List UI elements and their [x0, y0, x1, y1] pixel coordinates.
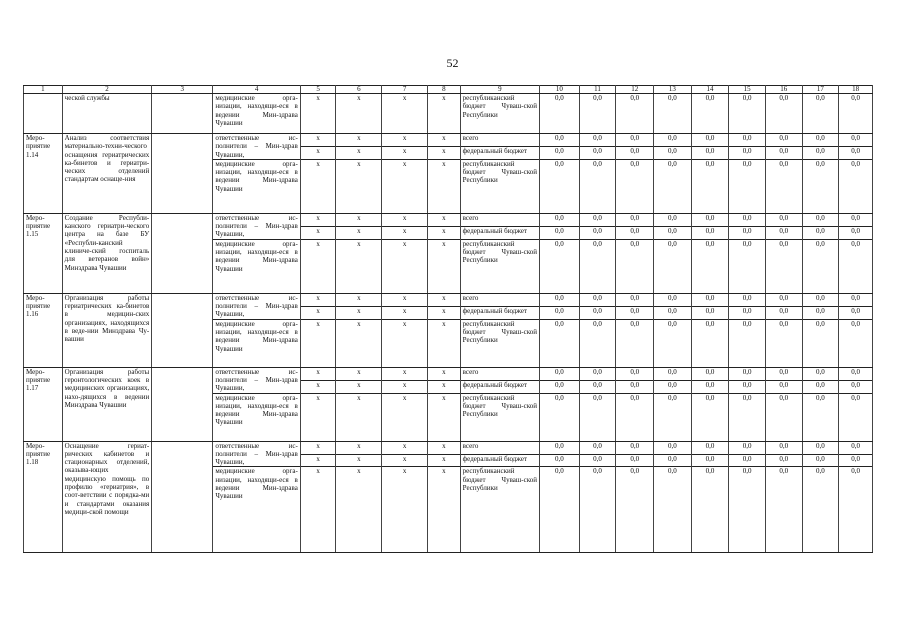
value-cell: 0,0 — [691, 441, 729, 454]
value-cell: 0,0 — [691, 159, 729, 213]
value-cell: 0,0 — [654, 239, 692, 293]
value-cell: 0,0 — [765, 306, 802, 319]
value-cell: 0,0 — [691, 293, 729, 306]
value-cell: 0,0 — [616, 146, 654, 159]
value-cell: 0,0 — [765, 319, 802, 367]
marker-cell: x — [300, 306, 336, 319]
marker-cell: x — [300, 159, 336, 213]
value-cell: 0,0 — [839, 380, 873, 393]
value-cell: 0,0 — [839, 454, 873, 467]
marker-cell: x — [300, 94, 336, 134]
measure-name: Оснащение гериат-рических кабинетов и стационарных отделений, оказыва-ющих медицинскую помощь по профилю «гериатрия», в соот-ветствии с порядка-ми и стандартами оказания медици-ской помощи — [62, 441, 152, 553]
executor-cell: ответственные ис-полнители – Мин-здрав Чувашии, — [213, 293, 301, 319]
funding-source: всего — [460, 134, 539, 147]
marker-cell: x — [300, 319, 336, 367]
value-cell: 0,0 — [802, 213, 839, 226]
value-cell: 0,0 — [729, 226, 766, 239]
executor-cell: медицинские орга-низации, находящи-еся в ведении Мин-здрава Чувашии — [213, 159, 301, 213]
executor-cell: ответственные ис-полнители – Мин-здрав Чувашии, — [213, 134, 301, 160]
value-cell: 0,0 — [839, 213, 873, 226]
value-cell: 0,0 — [654, 380, 692, 393]
measure-name: Организация работы геронтологических коек в медицинских организациях, нахо-дящихся в ведении Минздрава Чувашии — [62, 367, 152, 441]
funding-source: республиканский бюджет Чуваш-ской Республики — [460, 94, 539, 134]
funding-source: федеральный бюджет — [460, 454, 539, 467]
marker-cell: x — [428, 146, 461, 159]
value-cell: 0,0 — [691, 239, 729, 293]
column-header-6: 6 — [336, 86, 382, 94]
value-cell: 0,0 — [540, 146, 580, 159]
marker-cell: x — [382, 319, 428, 367]
marker-cell: x — [336, 467, 382, 553]
marker-cell: x — [428, 159, 461, 213]
value-cell: 0,0 — [654, 367, 692, 380]
marker-cell: x — [300, 213, 336, 226]
column-header-9: 9 — [460, 86, 539, 94]
value-cell: 0,0 — [579, 239, 616, 293]
marker-cell: x — [336, 213, 382, 226]
marker-cell: x — [382, 441, 428, 454]
marker-cell: x — [428, 454, 461, 467]
value-cell: 0,0 — [839, 293, 873, 306]
marker-cell: x — [428, 393, 461, 441]
column-header-5: 5 — [300, 86, 336, 94]
value-cell: 0,0 — [540, 226, 580, 239]
marker-cell: x — [300, 134, 336, 147]
value-cell: 0,0 — [654, 146, 692, 159]
value-cell: 0,0 — [729, 319, 766, 367]
column-header-12: 12 — [616, 86, 654, 94]
executor-cell: медицинские орга-низации, находящи-еся в ведении Мин-здрава Чувашии — [213, 239, 301, 293]
blank-cell — [152, 441, 213, 553]
marker-cell: x — [428, 94, 461, 134]
marker-cell: x — [300, 226, 336, 239]
value-cell: 0,0 — [729, 454, 766, 467]
marker-cell: x — [336, 380, 382, 393]
column-header-16: 16 — [765, 86, 802, 94]
funding-source: федеральный бюджет — [460, 306, 539, 319]
value-cell: 0,0 — [579, 380, 616, 393]
value-cell: 0,0 — [616, 213, 654, 226]
value-cell: 0,0 — [579, 226, 616, 239]
value-cell: 0,0 — [579, 454, 616, 467]
marker-cell: x — [336, 454, 382, 467]
value-cell: 0,0 — [616, 293, 654, 306]
executor-cell: медицинские орга-низации, находящи-еся в ведении Мин-здрава Чувашии — [213, 393, 301, 441]
column-header-13: 13 — [654, 86, 692, 94]
measure-name: ческой службы — [62, 94, 152, 134]
funding-source: республиканский бюджет Чуваш-ской Республики — [460, 239, 539, 293]
value-cell: 0,0 — [691, 454, 729, 467]
value-cell: 0,0 — [802, 239, 839, 293]
marker-cell: x — [336, 146, 382, 159]
value-cell: 0,0 — [839, 367, 873, 380]
value-cell: 0,0 — [765, 293, 802, 306]
marker-cell: x — [382, 367, 428, 380]
funding-source: республиканский бюджет Чуваш-ской Республики — [460, 467, 539, 553]
value-cell: 0,0 — [729, 293, 766, 306]
column-header-1: 1 — [24, 86, 63, 94]
page-number: 52 — [446, 56, 459, 70]
value-cell: 0,0 — [691, 380, 729, 393]
value-cell: 0,0 — [691, 134, 729, 147]
marker-cell: x — [382, 213, 428, 226]
value-cell: 0,0 — [654, 319, 692, 367]
value-cell: 0,0 — [616, 393, 654, 441]
value-cell: 0,0 — [729, 441, 766, 454]
value-cell: 0,0 — [579, 146, 616, 159]
value-cell: 0,0 — [540, 467, 580, 553]
value-cell: 0,0 — [540, 134, 580, 147]
marker-cell: x — [300, 380, 336, 393]
value-cell: 0,0 — [654, 226, 692, 239]
value-cell: 0,0 — [540, 94, 580, 134]
column-header-3: 3 — [152, 86, 213, 94]
marker-cell: x — [428, 293, 461, 306]
funding-source: всего — [460, 441, 539, 454]
value-cell: 0,0 — [579, 306, 616, 319]
column-header-8: 8 — [428, 86, 461, 94]
value-cell: 0,0 — [839, 146, 873, 159]
value-cell: 0,0 — [729, 159, 766, 213]
value-cell: 0,0 — [616, 441, 654, 454]
value-cell: 0,0 — [654, 213, 692, 226]
value-cell: 0,0 — [654, 159, 692, 213]
table-row — [24, 134, 873, 147]
marker-cell: x — [300, 454, 336, 467]
value-cell: 0,0 — [540, 319, 580, 367]
executor-cell: медицинские орга-низации, находящи-еся в ведении Мин-здрава Чувашии — [213, 467, 301, 553]
marker-cell: x — [382, 226, 428, 239]
value-cell: 0,0 — [802, 293, 839, 306]
value-cell: 0,0 — [579, 293, 616, 306]
marker-cell: x — [382, 380, 428, 393]
marker-cell: x — [336, 226, 382, 239]
funding-source: всего — [460, 213, 539, 226]
marker-cell: x — [336, 441, 382, 454]
value-cell: 0,0 — [579, 159, 616, 213]
value-cell: 0,0 — [691, 94, 729, 134]
value-cell: 0,0 — [654, 454, 692, 467]
executor-cell: ответственные ис-полнители – Мин-здрав Чувашии, — [213, 367, 301, 393]
measure-label: Меро-приятие 1.16 — [24, 293, 63, 367]
marker-cell: x — [300, 146, 336, 159]
value-cell: 0,0 — [616, 134, 654, 147]
marker-cell: x — [382, 146, 428, 159]
marker-cell: x — [382, 306, 428, 319]
value-cell: 0,0 — [654, 393, 692, 441]
value-cell: 0,0 — [765, 94, 802, 134]
value-cell: 0,0 — [729, 367, 766, 380]
marker-cell: x — [336, 159, 382, 213]
marker-cell: x — [382, 393, 428, 441]
marker-cell: x — [428, 467, 461, 553]
value-cell: 0,0 — [729, 146, 766, 159]
value-cell: 0,0 — [729, 306, 766, 319]
value-cell: 0,0 — [691, 467, 729, 553]
value-cell: 0,0 — [579, 441, 616, 454]
measure-label: Меро-приятие 1.18 — [24, 441, 63, 553]
value-cell: 0,0 — [802, 146, 839, 159]
value-cell: 0,0 — [540, 393, 580, 441]
value-cell: 0,0 — [540, 213, 580, 226]
value-cell: 0,0 — [579, 94, 616, 134]
measure-label — [24, 94, 63, 134]
marker-cell: x — [300, 441, 336, 454]
value-cell: 0,0 — [765, 159, 802, 213]
funding-source: федеральный бюджет — [460, 226, 539, 239]
value-cell: 0,0 — [802, 380, 839, 393]
column-header-7: 7 — [382, 86, 428, 94]
value-cell: 0,0 — [616, 467, 654, 553]
value-cell: 0,0 — [616, 239, 654, 293]
value-cell: 0,0 — [616, 226, 654, 239]
activities-table — [23, 85, 873, 553]
value-cell: 0,0 — [579, 213, 616, 226]
value-cell: 0,0 — [729, 213, 766, 226]
value-cell: 0,0 — [691, 393, 729, 441]
marker-cell: x — [382, 134, 428, 147]
funding-source: федеральный бюджет — [460, 146, 539, 159]
value-cell: 0,0 — [654, 441, 692, 454]
value-cell: 0,0 — [540, 367, 580, 380]
marker-cell: x — [300, 239, 336, 293]
value-cell: 0,0 — [802, 393, 839, 441]
column-header-15: 15 — [729, 86, 766, 94]
value-cell: 0,0 — [616, 454, 654, 467]
marker-cell: x — [382, 159, 428, 213]
value-cell: 0,0 — [765, 367, 802, 380]
value-cell: 0,0 — [579, 319, 616, 367]
marker-cell: x — [336, 134, 382, 147]
blank-cell — [152, 134, 213, 214]
marker-cell: x — [300, 393, 336, 441]
marker-cell: x — [428, 367, 461, 380]
value-cell: 0,0 — [579, 393, 616, 441]
executor-cell: медицинские орга-низации, находящи-еся в ведении Мин-здрава Чувашии — [213, 319, 301, 367]
value-cell: 0,0 — [839, 319, 873, 367]
value-cell: 0,0 — [691, 146, 729, 159]
value-cell: 0,0 — [579, 134, 616, 147]
marker-cell: x — [428, 441, 461, 454]
value-cell: 0,0 — [691, 226, 729, 239]
value-cell: 0,0 — [802, 467, 839, 553]
value-cell: 0,0 — [802, 226, 839, 239]
executor-cell: ответственные ис-полнители – Мин-здрав Чувашии, — [213, 213, 301, 239]
value-cell: 0,0 — [802, 441, 839, 454]
value-cell: 0,0 — [654, 467, 692, 553]
measure-name: Анализ соответствия материально-техни-ческого оснащения гериатрических ка-бинетов и гериатри-ческих отделений стандартам оснаще-ния — [62, 134, 152, 214]
value-cell: 0,0 — [802, 367, 839, 380]
measure-name: Организация работы гериатрических ка-бинетов в медицин-ских организациях, находящихся в веде-нии Минздрава Чу-вашии — [62, 293, 152, 367]
value-cell: 0,0 — [691, 213, 729, 226]
marker-cell: x — [382, 239, 428, 293]
marker-cell: x — [336, 319, 382, 367]
value-cell: 0,0 — [616, 367, 654, 380]
marker-cell: x — [336, 306, 382, 319]
marker-cell: x — [428, 134, 461, 147]
marker-cell: x — [300, 293, 336, 306]
value-cell: 0,0 — [691, 306, 729, 319]
marker-cell: x — [428, 380, 461, 393]
funding-source: республиканский бюджет Чуваш-ской Республики — [460, 319, 539, 367]
value-cell: 0,0 — [616, 306, 654, 319]
marker-cell: x — [428, 239, 461, 293]
value-cell: 0,0 — [839, 393, 873, 441]
value-cell: 0,0 — [765, 441, 802, 454]
value-cell: 0,0 — [839, 306, 873, 319]
value-cell: 0,0 — [729, 467, 766, 553]
marker-cell: x — [336, 393, 382, 441]
value-cell: 0,0 — [765, 380, 802, 393]
value-cell: 0,0 — [540, 293, 580, 306]
blank-cell — [152, 367, 213, 441]
value-cell: 0,0 — [839, 94, 873, 134]
value-cell: 0,0 — [765, 134, 802, 147]
column-header-17: 17 — [802, 86, 839, 94]
marker-cell: x — [382, 454, 428, 467]
value-cell: 0,0 — [540, 159, 580, 213]
value-cell: 0,0 — [765, 226, 802, 239]
value-cell: 0,0 — [802, 159, 839, 213]
value-cell: 0,0 — [839, 239, 873, 293]
value-cell: 0,0 — [839, 441, 873, 454]
value-cell: 0,0 — [654, 306, 692, 319]
funding-source: федеральный бюджет — [460, 380, 539, 393]
value-cell: 0,0 — [839, 226, 873, 239]
table-row — [24, 367, 873, 380]
table-row — [24, 94, 873, 134]
value-cell: 0,0 — [765, 454, 802, 467]
measure-label: Меро-приятие 1.17 — [24, 367, 63, 441]
marker-cell: x — [382, 467, 428, 553]
marker-cell: x — [382, 94, 428, 134]
value-cell: 0,0 — [765, 239, 802, 293]
column-header-18: 18 — [839, 86, 873, 94]
blank-cell — [152, 293, 213, 367]
value-cell: 0,0 — [691, 319, 729, 367]
value-cell: 0,0 — [540, 441, 580, 454]
value-cell: 0,0 — [839, 134, 873, 147]
marker-cell: x — [336, 367, 382, 380]
column-header-10: 10 — [540, 86, 580, 94]
value-cell: 0,0 — [765, 467, 802, 553]
table-row — [24, 213, 873, 226]
value-cell: 0,0 — [654, 293, 692, 306]
value-cell: 0,0 — [802, 306, 839, 319]
value-cell: 0,0 — [654, 134, 692, 147]
measure-label: Меро-приятие 1.14 — [24, 134, 63, 214]
value-cell: 0,0 — [729, 239, 766, 293]
value-cell: 0,0 — [579, 367, 616, 380]
value-cell: 0,0 — [616, 319, 654, 367]
marker-cell: x — [428, 306, 461, 319]
executor-cell: медицинские орга-низации, находящи-еся в ведении Мин-здрава Чувашии — [213, 94, 301, 134]
marker-cell: x — [336, 239, 382, 293]
measure-label: Меро-приятие 1.15 — [24, 213, 63, 293]
marker-cell: x — [336, 293, 382, 306]
value-cell: 0,0 — [616, 159, 654, 213]
funding-source: всего — [460, 293, 539, 306]
value-cell: 0,0 — [579, 467, 616, 553]
funding-source: республиканский бюджет Чуваш-ской Республики — [460, 393, 539, 441]
value-cell: 0,0 — [616, 94, 654, 134]
table-row — [24, 293, 873, 306]
value-cell: 0,0 — [654, 94, 692, 134]
value-cell: 0,0 — [765, 213, 802, 226]
funding-source: республиканский бюджет Чуваш-ской Республики — [460, 159, 539, 213]
value-cell: 0,0 — [540, 380, 580, 393]
value-cell: 0,0 — [802, 454, 839, 467]
marker-cell: x — [428, 213, 461, 226]
marker-cell: x — [382, 293, 428, 306]
column-number-row — [24, 86, 873, 94]
column-header-11: 11 — [579, 86, 616, 94]
value-cell: 0,0 — [729, 380, 766, 393]
value-cell: 0,0 — [839, 159, 873, 213]
value-cell: 0,0 — [802, 134, 839, 147]
marker-cell: x — [428, 226, 461, 239]
column-header-2: 2 — [62, 86, 152, 94]
value-cell: 0,0 — [802, 319, 839, 367]
value-cell: 0,0 — [616, 380, 654, 393]
marker-cell: x — [300, 367, 336, 380]
marker-cell: x — [336, 94, 382, 134]
blank-cell — [152, 94, 213, 134]
column-header-4: 4 — [213, 86, 301, 94]
value-cell: 0,0 — [691, 367, 729, 380]
value-cell: 0,0 — [765, 393, 802, 441]
marker-cell: x — [300, 467, 336, 553]
value-cell: 0,0 — [729, 94, 766, 134]
value-cell: 0,0 — [729, 134, 766, 147]
value-cell: 0,0 — [540, 239, 580, 293]
executor-cell: ответственные ис-полнители – Мин-здрав Чувашии, — [213, 441, 301, 467]
value-cell: 0,0 — [729, 393, 766, 441]
funding-source: всего — [460, 367, 539, 380]
value-cell: 0,0 — [540, 306, 580, 319]
measure-name: Создание Республи-канского гериатри-ческого центра на базе БУ «Республи-канский клиниче-ский госпиталь для ветеранов войн» Минздрава Чувашии — [62, 213, 152, 293]
column-header-14: 14 — [691, 86, 729, 94]
table-row — [24, 441, 873, 454]
value-cell: 0,0 — [839, 467, 873, 553]
value-cell: 0,0 — [540, 454, 580, 467]
marker-cell: x — [428, 319, 461, 367]
value-cell: 0,0 — [802, 94, 839, 134]
blank-cell — [152, 213, 213, 293]
value-cell: 0,0 — [765, 146, 802, 159]
